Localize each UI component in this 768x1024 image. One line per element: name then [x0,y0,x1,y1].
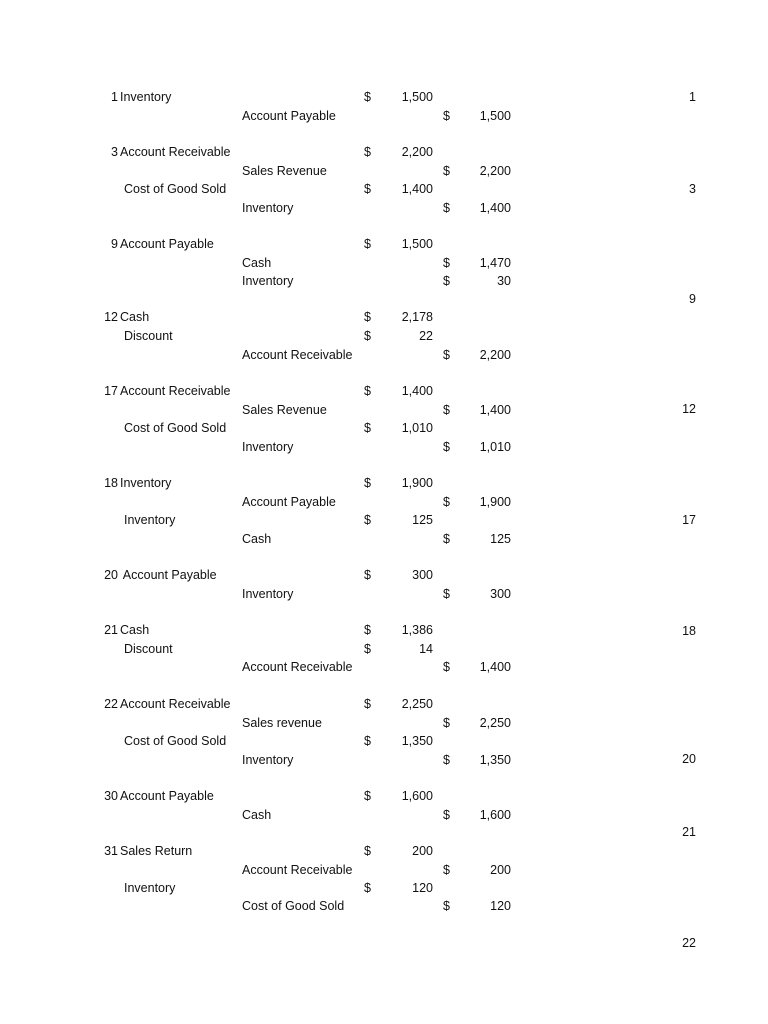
credit-amount: 1,900 [479,495,511,509]
entry-date: 31 [104,844,118,858]
debit-account: Sales Return [120,844,193,858]
credit-amount: 300 [490,587,511,601]
credit-account: Inventory [242,274,294,288]
credit-account: Account Receivable [242,660,353,674]
debit-dollar-sign: $ [364,513,371,527]
debit-dollar-sign: $ [364,697,371,711]
reference-number: 22 [682,936,696,950]
debit-amount: 1,386 [401,623,433,637]
credit-account: Cash [242,808,272,822]
credit-dollar-sign: $ [443,201,450,215]
credit-amount: 1,470 [479,256,511,270]
credit-account: Inventory [242,587,294,601]
credit-dollar-sign: $ [443,808,450,822]
debit-dollar-sign: $ [364,881,371,895]
debit-amount: 1,010 [401,421,433,435]
credit-amount: 1,400 [479,201,511,215]
debit-amount: 1,400 [401,182,433,196]
debit-amount: 1,400 [401,384,433,398]
reference-number: 18 [682,624,696,638]
debit-dollar-sign: $ [364,476,371,490]
debit-amount: 200 [412,844,433,858]
credit-dollar-sign: $ [443,440,450,454]
credit-dollar-sign: $ [443,256,450,270]
debit-dollar-sign: $ [364,237,371,251]
debit-account: Cost of Good Sold [124,421,227,435]
debit-dollar-sign: $ [364,789,371,803]
credit-account: Inventory [242,440,294,454]
credit-dollar-sign: $ [443,716,450,730]
debit-account: Inventory [124,513,176,527]
debit-account: Cash [120,623,150,637]
credit-dollar-sign: $ [443,495,450,509]
debit-account: Account Payable [120,789,214,803]
credit-dollar-sign: $ [443,164,450,178]
credit-account: Account Payable [242,495,336,509]
entry-date: 18 [104,476,118,490]
credit-account: Sales Revenue [242,403,327,417]
credit-account: Sales revenue [242,716,322,730]
credit-dollar-sign: $ [443,348,450,362]
credit-amount: 200 [490,863,511,877]
debit-dollar-sign: $ [364,642,371,656]
debit-amount: 300 [412,568,433,582]
debit-amount: 1,500 [401,237,433,251]
debit-account: Account Receivable [120,384,231,398]
debit-account: Discount [124,329,173,343]
debit-dollar-sign: $ [364,623,371,637]
debit-amount: 2,178 [401,310,433,324]
reference-number: 9 [689,292,696,306]
credit-account: Sales Revenue [242,164,327,178]
entry-date: 22 [104,697,118,711]
debit-dollar-sign: $ [364,145,371,159]
credit-account: Cash [242,256,272,270]
debit-amount: 2,200 [401,145,433,159]
credit-amount: 30 [497,274,511,288]
debit-dollar-sign: $ [364,90,371,104]
debit-dollar-sign: $ [364,384,371,398]
debit-dollar-sign: $ [364,329,371,343]
credit-dollar-sign: $ [443,660,450,674]
entry-date: 12 [104,310,118,324]
entry-date: 9 [111,237,118,251]
credit-amount: 1,500 [479,109,511,123]
reference-number: 3 [689,182,696,196]
debit-account: Cash [120,310,150,324]
credit-account: Cost of Good Sold [242,899,345,913]
credit-dollar-sign: $ [443,532,450,546]
credit-amount: 1,400 [479,403,511,417]
debit-account: Account Payable [120,237,214,251]
entry-date: 17 [104,384,118,398]
debit-account: Discount [124,642,173,656]
debit-account: Inventory [124,881,176,895]
debit-amount: 1,500 [401,90,433,104]
debit-account: Account Receivable [120,145,231,159]
debit-account: Account Payable [120,568,217,582]
debit-amount: 1,600 [401,789,433,803]
credit-dollar-sign: $ [443,109,450,123]
reference-number: 12 [682,402,696,416]
debit-amount: 125 [412,513,433,527]
debit-dollar-sign: $ [364,734,371,748]
debit-amount: 1,900 [401,476,433,490]
credit-amount: 2,200 [479,164,511,178]
debit-dollar-sign: $ [364,421,371,435]
credit-dollar-sign: $ [443,753,450,767]
debit-amount: 14 [419,642,433,656]
credit-account: Account Payable [242,109,336,123]
credit-amount: 1,600 [479,808,511,822]
debit-account: Inventory [120,476,172,490]
debit-account: Inventory [120,90,172,104]
credit-amount: 2,200 [479,348,511,362]
credit-amount: 1,010 [479,440,511,454]
debit-amount: 120 [412,881,433,895]
debit-dollar-sign: $ [364,182,371,196]
credit-amount: 1,400 [479,660,511,674]
entry-date: 1 [111,90,118,104]
credit-amount: 125 [490,532,511,546]
entry-date: 20 [104,568,118,582]
credit-dollar-sign: $ [443,899,450,913]
debit-account: Cost of Good Sold [124,734,227,748]
entry-date: 3 [111,145,118,159]
reference-number: 1 [689,90,696,104]
credit-account: Account Receivable [242,348,353,362]
credit-dollar-sign: $ [443,274,450,288]
entry-date: 21 [104,623,118,637]
credit-amount: 2,250 [479,716,511,730]
credit-account: Inventory [242,201,294,215]
reference-number: 17 [682,513,696,527]
debit-dollar-sign: $ [364,844,371,858]
credit-dollar-sign: $ [443,587,450,601]
debit-amount: 2,250 [401,697,433,711]
reference-number: 20 [682,752,696,766]
debit-amount: 1,350 [401,734,433,748]
debit-dollar-sign: $ [364,568,371,582]
credit-dollar-sign: $ [443,403,450,417]
debit-account: Cost of Good Sold [124,182,227,196]
credit-account: Account Receivable [242,863,353,877]
entry-date: 30 [104,789,118,803]
credit-account: Cash [242,532,272,546]
credit-dollar-sign: $ [443,863,450,877]
debit-account: Account Receivable [120,697,231,711]
credit-amount: 1,350 [479,753,511,767]
credit-account: Inventory [242,753,294,767]
reference-number: 21 [682,825,696,839]
debit-amount: 22 [419,329,433,343]
credit-amount: 120 [490,899,511,913]
debit-dollar-sign: $ [364,310,371,324]
